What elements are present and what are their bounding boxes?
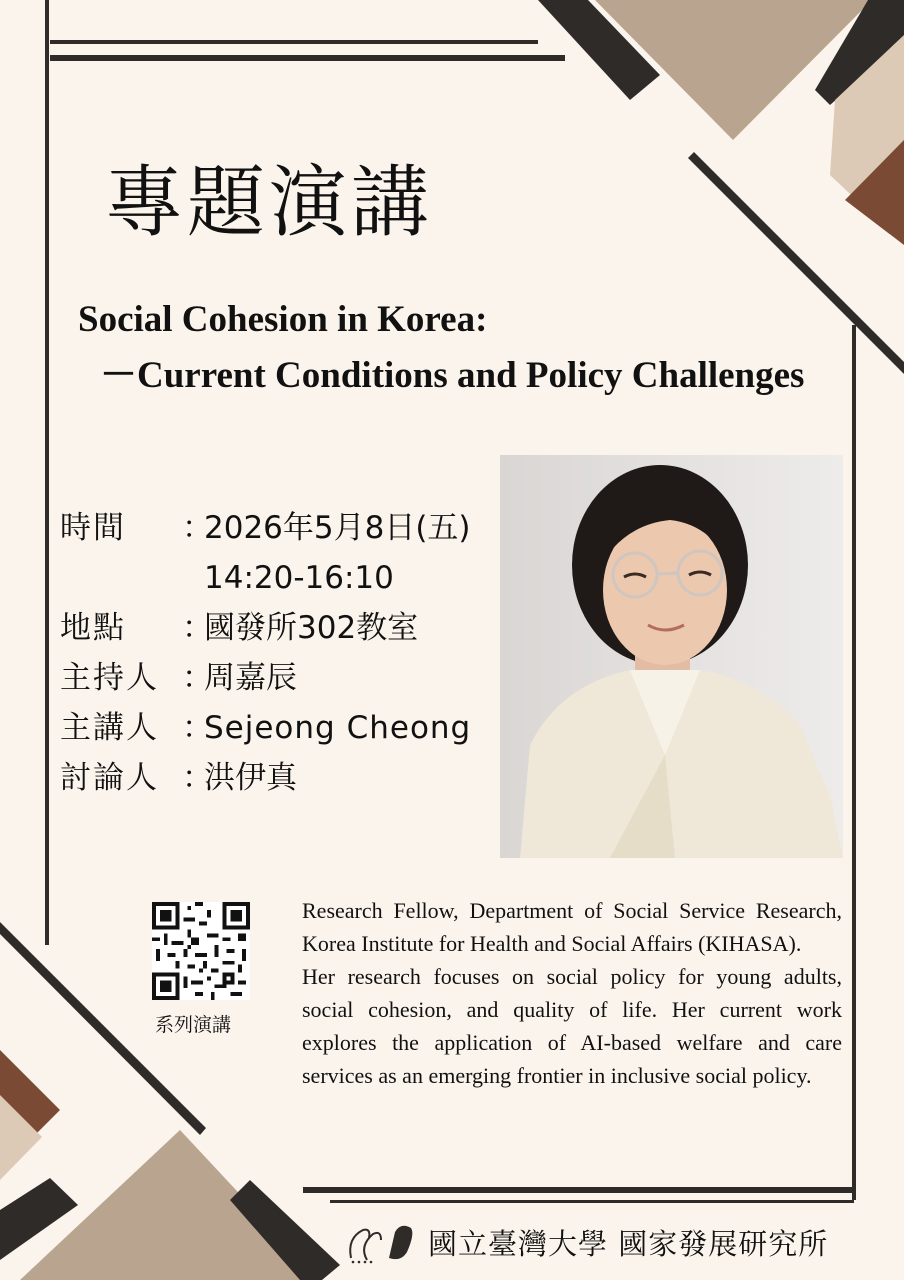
- bio-paragraph-1: Research Fellow, Department of Social Service Research, Korea Institute for Health and Social Affairs (KIHASA).: [302, 898, 842, 956]
- discussant-colon: ：: [182, 760, 213, 796]
- lecture-title-line1: Social Cohesion in Korea:: [78, 299, 488, 340]
- speaker-bio: [302, 894, 842, 1092]
- lecture-title: [78, 292, 804, 404]
- speaker-colon: ：: [182, 710, 213, 746]
- speaker-photo: [500, 455, 843, 858]
- host-row: [60, 653, 471, 703]
- bio-paragraph-2: Her research focuses on social policy for young adults, social cohesion, and quality of life. Her current work explores the application of AI-based welfare and care services as an emerging frontier in inclusive social policy.: [302, 964, 842, 1088]
- qr-label: 系列演講: [155, 1014, 232, 1036]
- host-label: 主持人: [60, 660, 159, 696]
- time-label: 時間: [60, 510, 126, 546]
- speaker-label: 主講人: [60, 710, 159, 746]
- discussant-row: [60, 753, 471, 803]
- place-value: 國發所302教室: [204, 610, 419, 646]
- discussant-label: 討論人: [60, 760, 159, 796]
- place-row: [60, 603, 471, 653]
- event-info: [60, 503, 471, 803]
- time-row-2: [60, 553, 471, 603]
- speaker-row: [60, 703, 471, 753]
- time-value-2: 14:20-16:10: [204, 560, 394, 596]
- place-colon: ：: [182, 610, 213, 646]
- institute-logo: [345, 1218, 417, 1266]
- host-colon: ：: [182, 660, 213, 696]
- footer-institution: 國立臺灣大學 國家發展研究所: [428, 1227, 829, 1261]
- lecture-title-line2: －Current Conditions and Policy Challenges: [100, 355, 805, 396]
- place-label: 地點: [60, 610, 126, 646]
- time-value: 2026年5月8日(五): [204, 510, 471, 546]
- host-value: 周嘉辰: [204, 660, 297, 696]
- page-title: 專題演講: [105, 158, 434, 248]
- discussant-value: 洪伊真: [204, 760, 297, 796]
- time-colon: ：: [182, 510, 213, 546]
- time-row: [60, 503, 471, 553]
- qr-code[interactable]: [152, 902, 250, 1000]
- speaker-value: Sejeong Cheong: [204, 710, 472, 746]
